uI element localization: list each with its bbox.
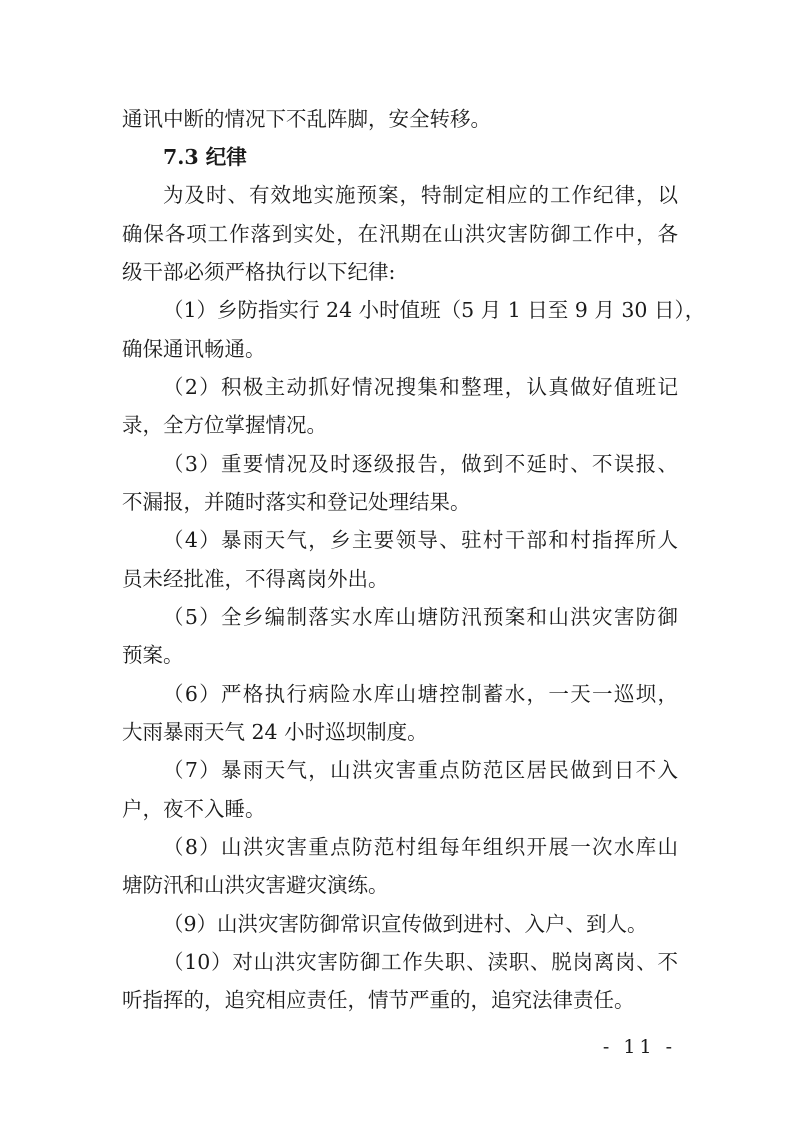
section-heading: 7.3 纪律 xyxy=(163,145,247,169)
list-item-line: （9）山洪灾害防御常识宣传做到进村、入户、到人。 xyxy=(163,912,648,936)
list-item-line: 听指挥的，追究相应责任，情节严重的，追究法律责任。 xyxy=(122,988,635,1012)
list-item-line: （3）重要情况及时逐级报告，做到不延时、不误报、 xyxy=(163,452,678,476)
list-item-line: 员未经批准，不得离岗外出。 xyxy=(122,567,389,591)
paragraph-line: 确保各项工作落到实处，在汛期在山洪灾害防御工作中，各 xyxy=(122,222,678,246)
paragraph-line: 级干部必须严格执行以下纪律: xyxy=(122,260,396,284)
list-item-line: （4）暴雨天气，乡主要领导、驻村干部和村指挥所人 xyxy=(163,528,678,552)
page-number: - 11 - xyxy=(602,1036,676,1058)
list-item-line: 录，全方位掌握情况。 xyxy=(122,413,327,437)
list-item-line: （1）乡防指实行 24 小时值班（5 月 1 日至 9 月 30 日）， xyxy=(163,298,706,322)
list-item-line: （8）山洪灾害重点防范村组每年组织开展一次水库山 xyxy=(163,835,678,859)
paragraph-line: 通讯中断的情况下不乱阵脚，安全转移。 xyxy=(122,107,491,131)
list-item-line: （6）严格执行病险水库山塘控制蓄水，一天一巡坝， xyxy=(163,682,678,706)
list-item-line: （2）积极主动抓好情况搜集和整理，认真做好值班记 xyxy=(163,375,678,399)
list-item-line: （10）对山洪灾害防御工作失职、渎职、脱岗离岗、不 xyxy=(163,950,678,974)
list-item-line: 户，夜不入睡。 xyxy=(122,797,266,821)
list-item-line: 预案。 xyxy=(122,643,184,667)
list-item-line: 不漏报，并随时落实和登记处理结果。 xyxy=(122,490,471,514)
list-item-line: 确保通讯畅通。 xyxy=(122,337,266,361)
list-item-line: （5）全乡编制落实水库山塘防汛预案和山洪灾害防御 xyxy=(163,605,678,629)
list-item-line: 塘防汛和山洪灾害避灾演练。 xyxy=(122,873,389,897)
list-item-line: 大雨暴雨天气 24 小时巡坝制度。 xyxy=(122,720,428,744)
paragraph-line: 为及时、有效地实施预案，特制定相应的工作纪律，以 xyxy=(163,183,678,207)
list-item-line: （7）暴雨天气，山洪灾害重点防范区居民做到日不入 xyxy=(163,758,678,782)
